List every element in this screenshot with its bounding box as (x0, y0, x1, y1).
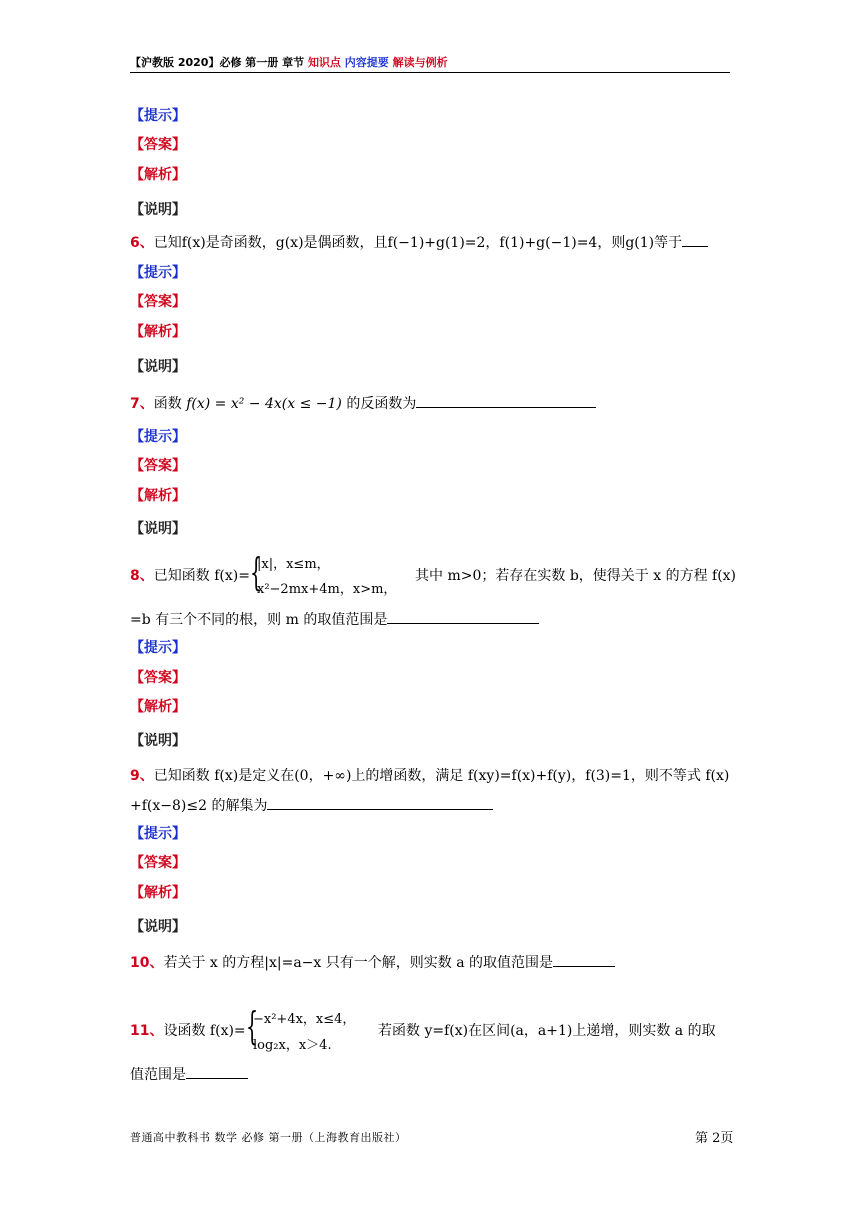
question-8-line2 (130, 609, 539, 629)
question-number: 8 (130, 568, 140, 584)
note-label: 【说明】 (130, 359, 186, 375)
answer-label: 【答案】 (130, 458, 186, 474)
question-condition: 其中 m>0；若存在实数 b，使得关于 x 的方程 f(x) (415, 568, 737, 584)
answer-label: 【答案】 (130, 137, 186, 153)
question-8 (130, 565, 250, 585)
hint-label: 【提示】 (130, 429, 186, 445)
question-9-line2 (130, 795, 493, 815)
hint-label: 【提示】 (130, 826, 186, 842)
question-sep: 、 (139, 768, 154, 784)
header-prefix: 【沪教版 2020】必修 第一册 章节 (130, 56, 308, 69)
formula: f(x) = x² − 4x(x ≤ −1) (186, 396, 342, 412)
question-pre: 已知函数 f(x)= (153, 568, 250, 584)
question-text: 若关于 x 的方程|x|=a−x 只有一个解，则实数 a 的取值范围是 (163, 955, 554, 971)
answer-blank (267, 797, 493, 810)
question-sep: 、 (139, 235, 154, 251)
question-number: 6 (130, 235, 140, 251)
question-11-line2 (130, 1064, 248, 1084)
question-sep: 、 (139, 396, 154, 412)
question-text: 已知函数 f(x)是定义在(0，+∞)上的增函数，满足 f(xy)=f(x)+f(y)，f(3)=1，则不等式 f(x) (153, 768, 730, 784)
header-analysis: 解读与例析 (392, 56, 448, 69)
left-brace: { (250, 550, 263, 594)
hint-label: 【提示】 (130, 640, 186, 656)
header-summary: 内容提要 (344, 56, 389, 69)
question-pre: 函数 (153, 396, 182, 412)
analysis-label: 【解析】 (130, 167, 186, 183)
question-text: +f(x−8)≤2 的解集为 (130, 798, 268, 814)
question-number: 10 (130, 955, 150, 971)
analysis-label: 【解析】 (130, 885, 186, 901)
case-1: −x²+4x，x≤4， (253, 1012, 356, 1027)
question-sep: 、 (149, 1023, 164, 1039)
answer-blank (416, 395, 596, 408)
question-9 (130, 765, 729, 785)
question-sep: 、 (139, 568, 154, 584)
case-1: |x|，x≤m， (257, 557, 330, 572)
question-number: 7 (130, 396, 140, 412)
analysis-label: 【解析】 (130, 488, 186, 504)
question-6 (130, 232, 708, 252)
question-condition: 若函数 y=f(x)在区间(a，a+1)上递增，则实数 a 的取 (378, 1023, 716, 1039)
question-number: 11 (130, 1023, 150, 1039)
question-text: =b 有三个不同的根，则 m 的取值范围是 (130, 612, 388, 628)
question-11 (130, 1020, 246, 1040)
question-10 (130, 952, 615, 972)
answer-blank (186, 1066, 248, 1079)
question-post: 的反函数为 (346, 396, 417, 412)
question-sep: 、 (149, 955, 164, 971)
analysis-label: 【解析】 (130, 699, 186, 715)
question-text: 已知f(x)是奇函数，g(x)是偶函数，且f(−1)+g(1)=2，f(1)+g(−1)=4，则g(1)等于 (153, 235, 683, 251)
answer-blank (387, 611, 539, 624)
case-2: x²−2mx+4m，x>m， (257, 582, 397, 597)
answer-label: 【答案】 (130, 294, 186, 310)
analysis-label: 【解析】 (130, 324, 186, 340)
page-header (130, 54, 448, 70)
note-label: 【说明】 (130, 202, 186, 218)
answer-label: 【答案】 (130, 670, 186, 686)
question-number: 9 (130, 768, 140, 784)
question-pre: 设函数 f(x)= (163, 1023, 246, 1039)
note-label: 【说明】 (130, 733, 186, 749)
left-brace: { (246, 1004, 259, 1048)
question-text: 值范围是 (130, 1067, 186, 1083)
answer-blank (553, 954, 615, 967)
header-knowledge: 知识点 (307, 56, 341, 69)
header-divider (130, 72, 730, 73)
note-label: 【说明】 (130, 919, 186, 935)
footer-page-number: 第 2页 (695, 1131, 734, 1146)
footer-book-title: 普通高中教科书 数学 必修 第一册（上海教育出版社） (130, 1131, 407, 1144)
case-2: log₂x，x＞4. (253, 1038, 332, 1053)
answer-label: 【答案】 (130, 855, 186, 871)
answer-blank (682, 234, 708, 247)
hint-label: 【提示】 (130, 108, 186, 124)
hint-label: 【提示】 (130, 265, 186, 281)
note-label: 【说明】 (130, 521, 186, 537)
question-7 (130, 393, 596, 413)
